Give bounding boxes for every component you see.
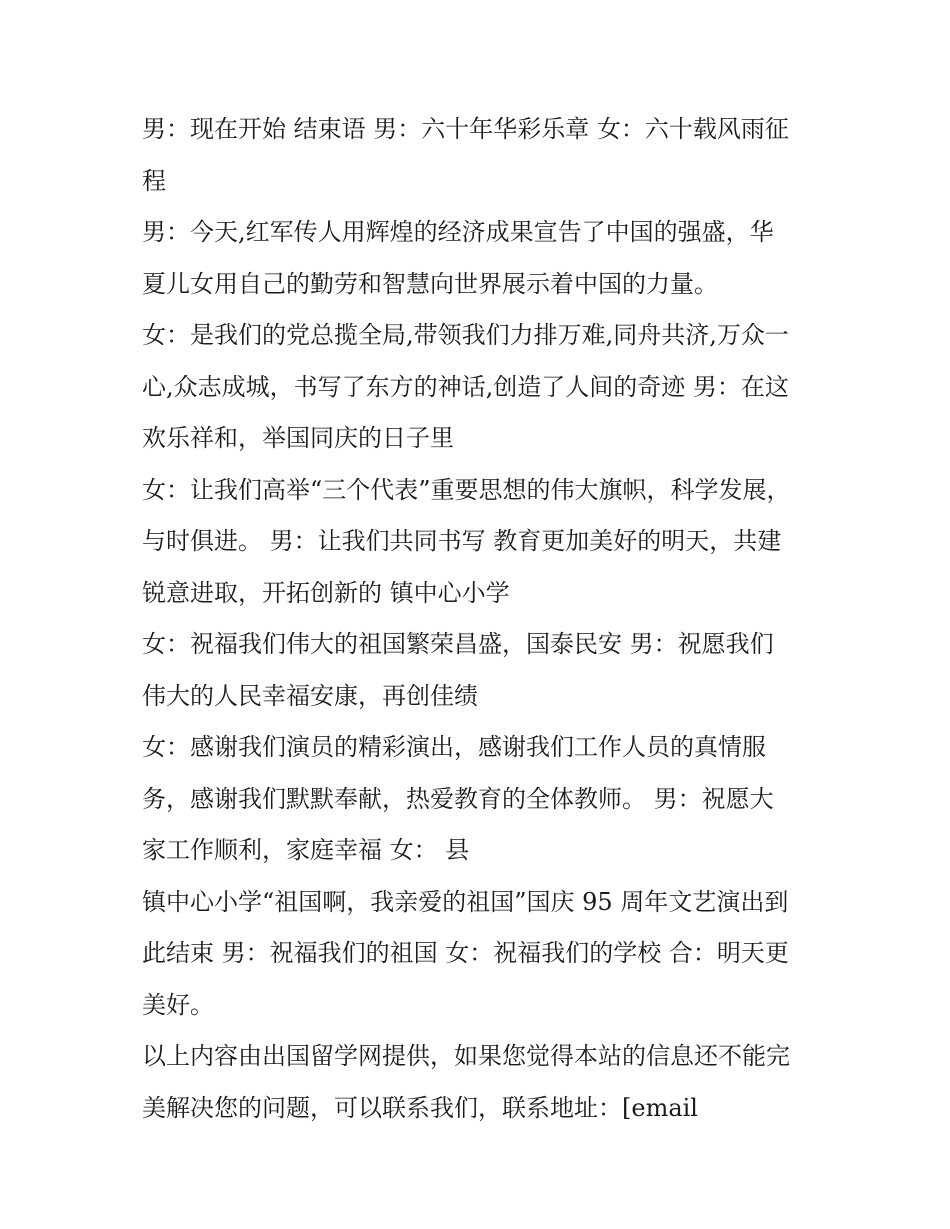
paragraph-7: 镇中心小学“祖国啊，我亲爱的祖国”国庆 95 周年文艺演出到 此结束 男：祝福我们的祖国 女：祝福我们的学校 合：明天更 美好。 [142, 887, 789, 1019]
paragraph-8: 以上内容由出国留学网提供，如果您觉得本站的信息还不能完 美解决您的问题，可以联系我们，联系地址：[email [142, 1042, 790, 1122]
paragraph-5: 女：祝福我们伟大的祖国繁荣昌盛，国泰民安 男：祝愿我们 伟大的人民幸福安康，再创佳绩 [142, 630, 774, 710]
paragraph-1: 男：现在开始 结束语 男：六十年华彩乐章 女：六十载风雨征 程 [142, 115, 789, 195]
document-body [142, 104, 818, 1134]
paragraph-3: 女：是我们的党总揽全局,带领我们力排万难,同舟共济,万众一 心,众志成城，书写了东方的神话,创造了人间的奇迹 男：在这 欢乐祥和，举国同庆的日子里 [142, 321, 789, 452]
paragraph-6: 女：感谢我们演员的精彩演出，感谢我们工作人员的真情服 务，感谢我们默默奉献，热爱教育的全体教师。 男：祝愿大 家工作顺利，家庭幸福 女： 县 [142, 733, 774, 864]
paragraph-2: 男：今天,红军传人用辉煌的经济成果宣告了中国的强盛，华 夏儿女用自己的勤劳和智慧向世界展示着中国的力量。 [142, 218, 774, 298]
paragraph-4: 女：让我们高举“三个代表”重要思想的伟大旗帜，科学发展， 与时俱进。 男：让我们共同书写 教育更加美好的明天，共建 锐意进取，开拓创新的 镇中心小学 [142, 475, 791, 607]
